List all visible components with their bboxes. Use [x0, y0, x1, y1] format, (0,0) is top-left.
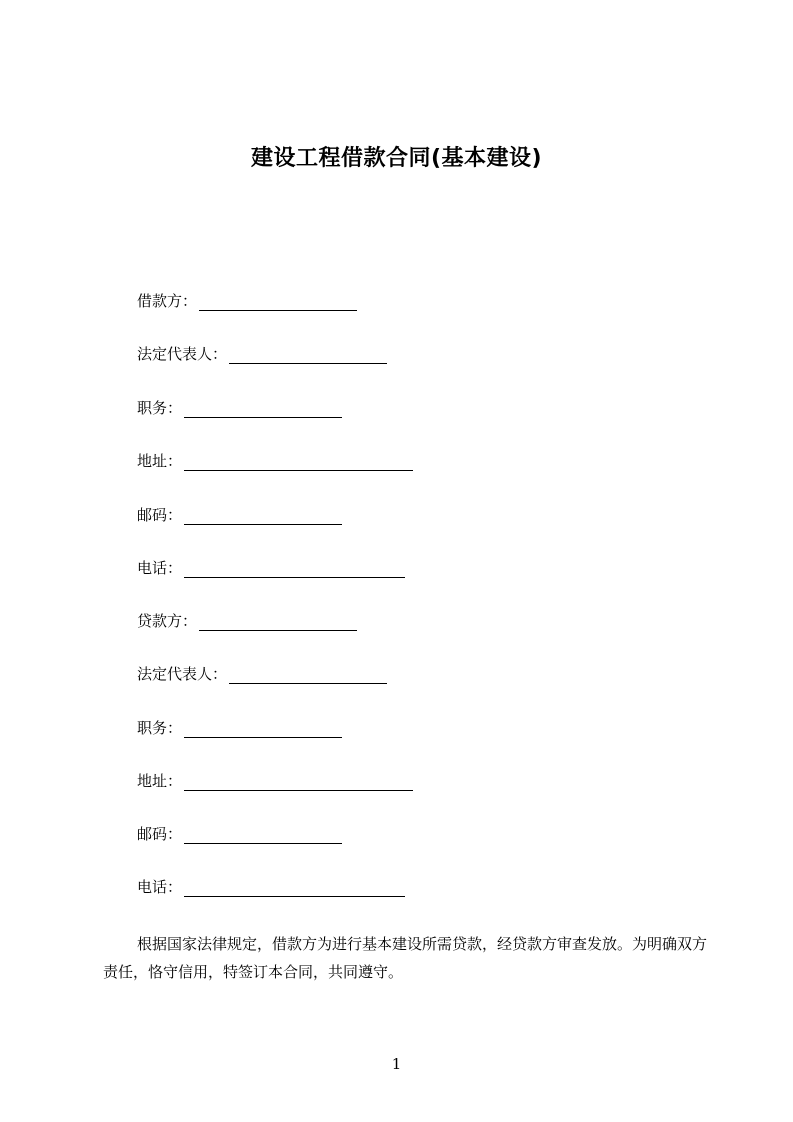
- borrower-position-field: [137, 398, 342, 418]
- field-label: 邮码：: [137, 506, 183, 524]
- lender-postcode-field: [137, 824, 342, 844]
- field-label: 地址：: [137, 772, 183, 790]
- field-label: 电话：: [137, 878, 183, 896]
- blank-line: [184, 508, 342, 525]
- blank-line: [229, 347, 387, 364]
- field-label: 地址：: [137, 452, 183, 470]
- borrower-phone-field: [137, 558, 405, 578]
- page-number: 1: [391, 1055, 402, 1073]
- preamble-text: 根据国家法律规定，借款方为进行基本建设所需贷款，经贷款方审查发放。为明确双方责任，恪守信用，特签订本合同，共同遵守。: [103, 935, 708, 981]
- blank-line: [199, 614, 357, 631]
- field-label: 借款方：: [137, 292, 198, 310]
- blank-line: [184, 827, 342, 844]
- field-label: 法定代表人：: [137, 665, 228, 683]
- borrower-postcode-field: [137, 505, 342, 525]
- borrower-legal-rep-field: [137, 344, 387, 364]
- borrower-field: [137, 291, 357, 311]
- field-label: 法定代表人：: [137, 345, 228, 363]
- blank-line: [184, 401, 342, 418]
- blank-line: [184, 721, 342, 738]
- preamble-paragraph: [103, 930, 713, 986]
- field-label: 邮码：: [137, 825, 183, 843]
- blank-line: [184, 880, 405, 897]
- lender-position-field: [137, 718, 342, 738]
- lender-legal-rep-field: [137, 664, 387, 684]
- blank-line: [184, 774, 413, 791]
- blank-line: [199, 294, 357, 311]
- lender-field: [137, 611, 357, 631]
- field-label: 职务：: [137, 719, 183, 737]
- lender-phone-field: [137, 877, 405, 897]
- lender-address-field: [137, 771, 413, 791]
- field-label: 贷款方：: [137, 612, 198, 630]
- blank-line: [184, 561, 405, 578]
- field-label: 电话：: [137, 559, 183, 577]
- borrower-address-field: [137, 451, 413, 471]
- blank-line: [229, 667, 387, 684]
- document-title: 建设工程借款合同(基本建设): [250, 146, 543, 171]
- blank-line: [184, 454, 413, 471]
- field-label: 职务：: [137, 399, 183, 417]
